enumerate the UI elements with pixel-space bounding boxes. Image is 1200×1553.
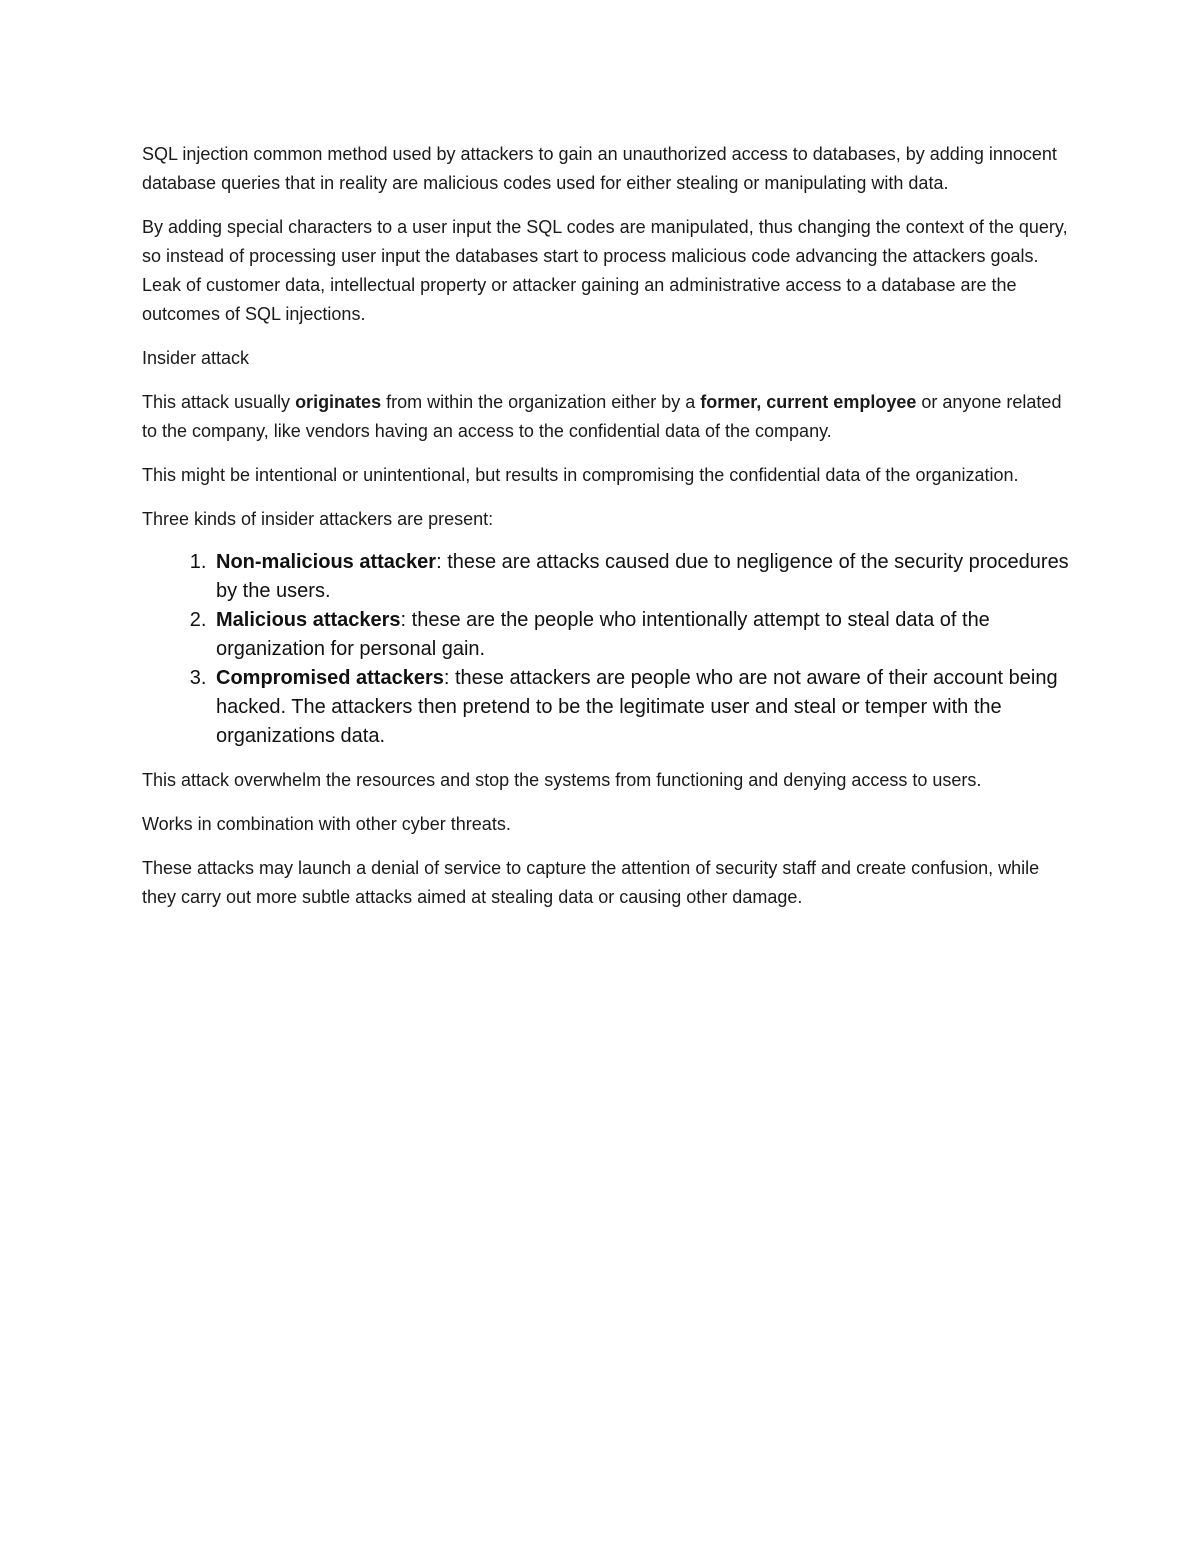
paragraph-sql-injection-intro: SQL injection common method used by attackers to gain an unauthorized access to databases, by adding innocent database queries that in reality are malicious codes used for either stealing or manipulating with data.	[142, 144, 1057, 193]
list-item	[212, 606, 1072, 664]
list-item	[212, 664, 1072, 751]
paragraph-denial-of-service: These attacks may launch a denial of service to capture the attention of security staff and create confusion, while they carry out more subtle attacks aimed at stealing data or causing other damage.	[142, 858, 1040, 907]
document-body	[142, 140, 1072, 912]
list-item	[212, 548, 1072, 606]
paragraph-three-kinds: Three kinds of insider attackers are present:	[142, 509, 494, 529]
insider-origin-bold-employee: former, current employee	[700, 392, 917, 412]
insider-origin-bold-originates: originates	[295, 392, 382, 412]
insider-origin-text-1: This attack usually	[142, 392, 296, 412]
list-item-text: : these are attacks caused due to negligence of the security procedures by the users.	[216, 551, 1069, 602]
list-item-term: Non-malicious attacker	[216, 551, 437, 573]
insider-origin-text-3: or anyone related to the company, like vendors having an access to the confidential data of the company.	[142, 392, 1062, 441]
paragraph-sql-injection-details: By adding special characters to a user input the SQL codes are manipulated, thus changing the context of the query, so instead of processing user input the databases start to process malicious code advancing the attackers goals. Leak of customer data, intellectual property or attacker gaining an administrative access to a database are the outcomes of SQL injections.	[142, 217, 1068, 324]
paragraph-intentional: This might be intentional or unintentional, but results in compromising the confidential data of the organization.	[142, 465, 1019, 485]
list-item-text: : these attackers are people who are not aware of their account being hacked. The attackers then pretend to be the legitimate user and steal or temper with the organizations data.	[216, 667, 1058, 747]
paragraph-overwhelm: This attack overwhelm the resources and stop the systems from functioning and denying access to users.	[142, 770, 982, 790]
insider-attackers-list	[142, 548, 1072, 751]
insider-origin-text-2: from within the organization either by a	[381, 392, 701, 412]
paragraph-combination: Works in combination with other cyber threats.	[142, 814, 511, 834]
list-item-term: Malicious attackers	[216, 609, 401, 631]
paragraph-insider-origin	[142, 388, 1072, 446]
list-item-text: : these are the people who intentionally attempt to steal data of the organization for personal gain.	[216, 609, 990, 660]
section-heading-insider-attack: Insider attack	[142, 348, 250, 368]
list-item-term: Compromised attackers	[216, 667, 444, 689]
